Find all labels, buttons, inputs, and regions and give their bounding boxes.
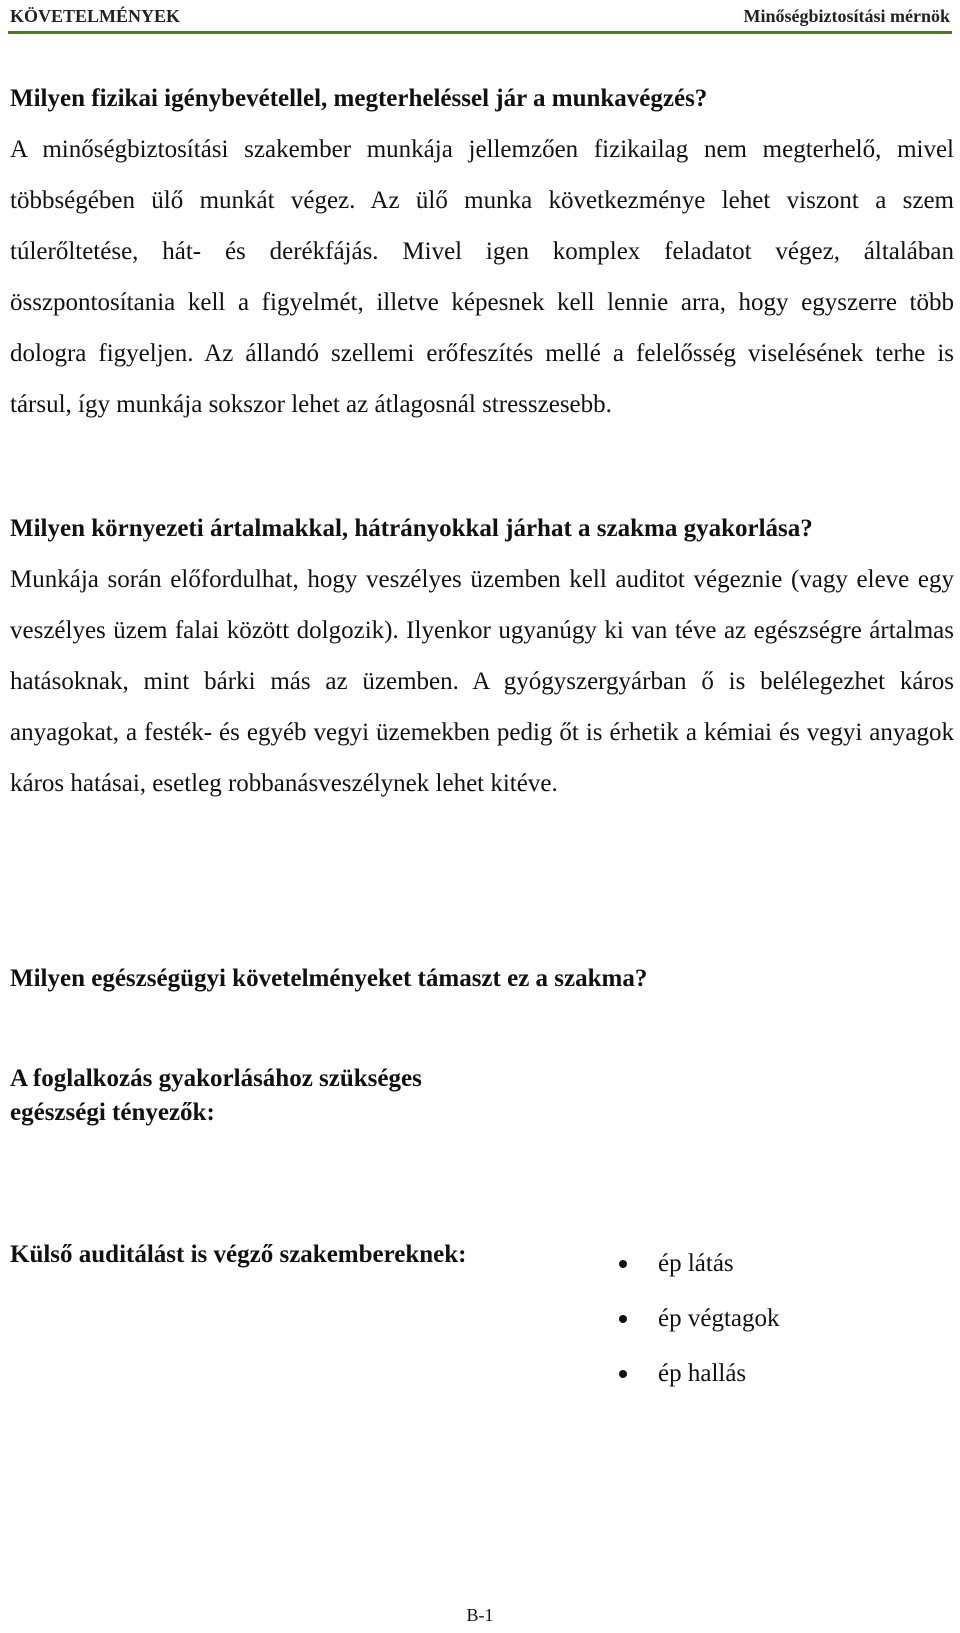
section-heading-line-2: egészségi tényezők: xyxy=(10,1099,215,1126)
page-number: B-1 xyxy=(466,1605,494,1625)
list-item-label: ép hallás xyxy=(658,1360,747,1387)
list-item-label: ép végtagok xyxy=(658,1305,780,1332)
requirements-list xyxy=(616,1236,779,1401)
section-heading: Milyen fizikai igénybevétellel, megterheléssel jár a munkavégzés? xyxy=(10,85,708,112)
section-physical-load xyxy=(10,73,954,430)
section-external-auditors xyxy=(10,1238,610,1272)
bullet-icon xyxy=(619,1370,627,1378)
section-heading: Milyen egészségügyi követelményeket támaszt ez a szakma? xyxy=(10,965,648,992)
list-item xyxy=(616,1346,779,1401)
list-item xyxy=(616,1291,779,1346)
section-health-factors xyxy=(10,1062,954,1130)
header-right-title: Minőségbiztosítási mérnök xyxy=(743,6,950,26)
requirements-label: Külső auditálást is végző szakembereknek: xyxy=(10,1241,467,1268)
section-environmental-hazards xyxy=(10,503,954,809)
list-item xyxy=(616,1236,779,1291)
section-heading: Milyen környezeti ártalmakkal, hátrányokkal járhat a szakma gyakorlása? xyxy=(10,515,813,542)
bullet-icon xyxy=(619,1260,627,1268)
section-paragraph: A minőségbiztosítási szakember munkája jellemzően fizikailag nem megterhelő, mivel többségében ülő munkát végez. Az ülő munka következménye lehet viszont a szem túlerőltetése, hát- és derékfájás. Mivel igen komplex feladatot végez, általában összpontosítania kell a figyelmét, illetve képesnek kell lennie arra, hogy egyszerre több dologra figyeljen. Az állandó szellemi erőfeszítés mellé a felelősség viselésének terhe is társul, így munkája sokszor lehet az átlagosnál stresszesebb. xyxy=(10,136,954,418)
bullet-icon xyxy=(619,1315,627,1323)
list-item-label: ép látás xyxy=(658,1250,734,1277)
section-heading-line-1: A foglalkozás gyakorlásához szükséges xyxy=(10,1065,422,1092)
header-rule xyxy=(8,31,952,34)
section-paragraph: Munkája során előfordulhat, hogy veszélyes üzemben kell auditot végeznie (vagy eleve egy veszélyes üzem falai között dolgozik). Ilyenkor ugyanúgy ki van téve az egészségre ártalmas hatásoknak, mint bárki más az üzemben. A gyógyszergyárban ő is belélegezhet káros anyagokat, a festék- és egyéb vegyi üzemekben pedig őt is érhetik a kémiai és vegyi anyagok káros hatásai, esetleg robbanásveszélynek lehet kitéve. xyxy=(10,566,954,797)
section-health-requirements xyxy=(10,953,954,1004)
page-header xyxy=(10,2,950,30)
header-left-title: KÖVETELMÉNYEK xyxy=(10,6,181,26)
